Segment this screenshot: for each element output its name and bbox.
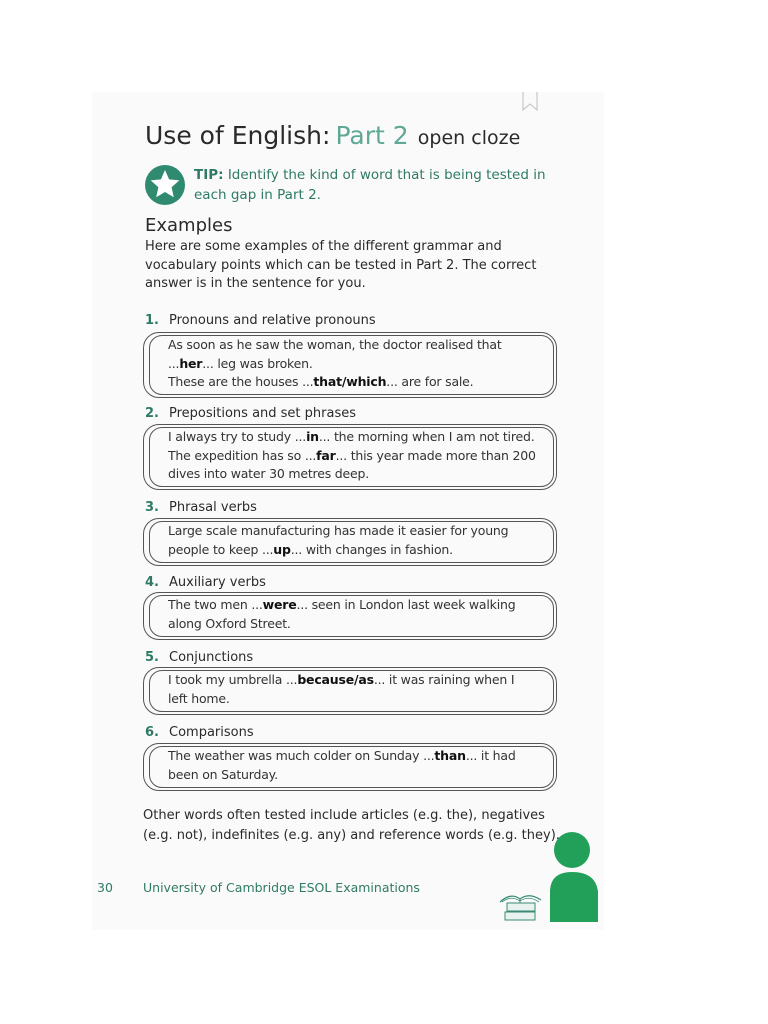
item-label: Phrasal verbs	[169, 500, 257, 515]
sentence-text: I took my umbrella ...	[168, 672, 298, 687]
bookmark-icon	[521, 92, 539, 112]
example-line	[168, 522, 548, 541]
example-sentences	[168, 671, 548, 708]
example-box	[143, 592, 557, 640]
example-sentences	[168, 522, 548, 559]
sentence-text: Large scale manufacturing has made it easier for young	[168, 523, 509, 538]
example-line	[168, 747, 548, 766]
sentence-text: been on Saturday.	[168, 766, 278, 782]
sentence-text: ... this year made more than 200	[335, 447, 536, 463]
example-line	[168, 336, 548, 355]
answer-word: her	[179, 355, 203, 371]
examples-heading: Examples	[145, 215, 233, 236]
sentence-text: along Oxford Street.	[168, 615, 291, 631]
sentence-text: These are the houses ...	[168, 374, 314, 389]
example-line	[168, 465, 548, 484]
example-line	[168, 596, 548, 615]
answer-word: were	[262, 597, 297, 612]
example-sentences	[168, 596, 548, 633]
sentence-text: ... it had	[465, 748, 516, 763]
tip-text: Identify the kind of word that is being tested in each gap in Part 2.	[194, 167, 546, 203]
books-icon	[497, 888, 543, 924]
example-box	[143, 667, 557, 715]
sentence-text: ... seen in London last week walking	[296, 597, 516, 612]
sentence-text: ...	[168, 355, 180, 371]
examples-intro: Here are some examples of the different grammar and vocabulary points which can be tested in Part 2. The correct answer is in the sentence for you.	[145, 239, 537, 291]
item-label: Prepositions and set phrases	[169, 406, 357, 421]
star-icon	[143, 163, 187, 207]
answer-word: up	[273, 541, 291, 557]
example-line	[168, 447, 548, 466]
example-line	[168, 355, 548, 374]
sentence-text: ... are for sale.	[386, 374, 474, 389]
item-number: 3.	[145, 500, 159, 515]
item-label: Pronouns and relative pronouns	[169, 313, 376, 328]
answer-word: that/which	[313, 374, 387, 389]
item-number: 1.	[145, 313, 159, 328]
sentence-text: ... the morning when I am not tired.	[318, 429, 535, 444]
sentence-text: people to keep ...	[168, 541, 274, 557]
example-sentences	[168, 428, 548, 484]
example-line	[168, 766, 548, 785]
example-sentences	[168, 747, 548, 784]
item-label: Conjunctions	[169, 650, 254, 665]
example-box	[143, 332, 557, 398]
example-line	[168, 373, 548, 392]
sentence-text: left home.	[168, 690, 230, 706]
example-box	[143, 518, 557, 566]
page-number: 30	[97, 880, 113, 895]
sentence-text: The weather was much colder on Sunday ...	[168, 748, 435, 763]
answer-word: in	[306, 429, 319, 444]
sentence-text: ... it was raining when I	[373, 672, 515, 687]
page-title	[145, 121, 520, 150]
sentence-text: ... leg was broken.	[202, 355, 313, 371]
title-main: Use of English:	[145, 121, 331, 150]
closing-paragraph: Other words often tested include articles (e.g. the), negatives (e.g. not), indefinites (e.g. any) and reference words (e.g. they).	[143, 808, 560, 843]
sentence-text: As soon as he saw the woman, the doctor realised that	[168, 337, 502, 352]
footer-publisher: University of Cambridge ESOL Examinations	[143, 880, 420, 895]
answer-word: far	[316, 447, 336, 463]
title-subtitle: open cloze	[417, 127, 521, 149]
sentence-text: I always try to study ...	[168, 429, 307, 444]
item-label: Comparisons	[169, 725, 254, 740]
item-number: 5.	[145, 650, 159, 665]
example-box	[143, 424, 557, 490]
item-number: 2.	[145, 406, 159, 421]
person-icon	[548, 830, 600, 924]
title-part: Part 2	[335, 121, 409, 150]
example-box	[143, 743, 557, 791]
example-line	[168, 671, 548, 690]
item-number: 6.	[145, 725, 159, 740]
sentence-text: The expedition has so ...	[168, 447, 317, 463]
tip-label: TIP:	[194, 167, 224, 183]
tip-box	[194, 165, 554, 205]
item-number: 4.	[145, 575, 159, 590]
answer-word: than	[434, 748, 466, 763]
example-line	[168, 541, 548, 560]
example-line	[168, 690, 548, 709]
item-label: Auxiliary verbs	[169, 575, 266, 590]
answer-word: because/as	[297, 672, 374, 687]
sentence-text: dives into water 30 metres deep.	[168, 466, 369, 481]
example-sentences	[168, 336, 548, 392]
sentence-text: The two men ...	[168, 597, 263, 612]
example-line	[168, 615, 548, 634]
sentence-text: ... with changes in fashion.	[290, 541, 453, 557]
example-line	[168, 428, 548, 447]
